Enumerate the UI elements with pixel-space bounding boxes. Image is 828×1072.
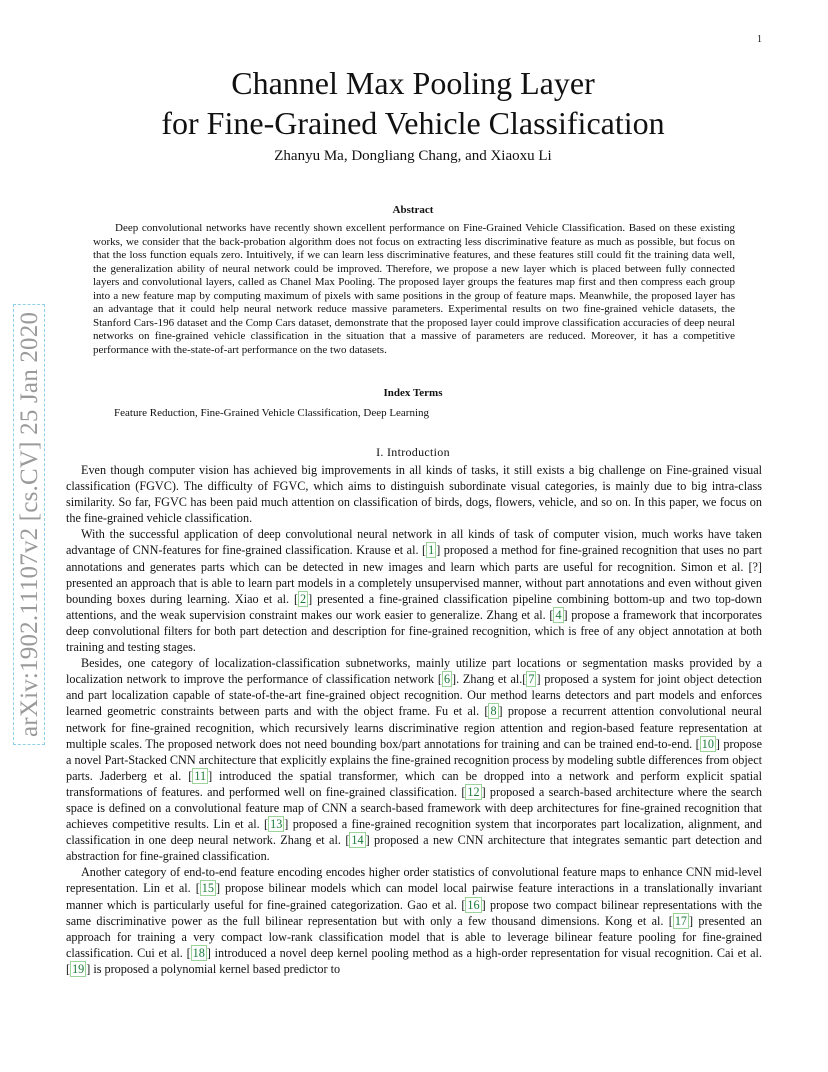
citation-link[interactable]: 11 [194,768,207,783]
citation-link[interactable]: 15 [201,881,214,896]
body-paragraph [66,864,762,977]
body-text-run: With the successful application of deep convolutional neural network in all kinds of task of computer vision, much works have taken advantage of CNN-features for fine-grained classification. Krause et al. [ [66,527,762,558]
body-text-run: ] propose two compact bilinear representations with the same discriminative power as the full bilinear representation but with only a few thousand dimensions. Kong et al. [ [66,897,762,928]
body-text-run: ] introduced a novel deep kernel pooling method as a high-order representation for visual recognition. Cai et al. [ [66,945,762,976]
body-text-run: ]. Zhang et al.[ [452,672,527,687]
body-text-run: ] propose a recurrent attention convolutional neural network for fine-grained recognition, which recursively learns discriminative region attention and region-based feature representation at multiple scales. The proposed network does not need bounding box/part annotations for training and can be trained end-to-end. [ [66,704,762,751]
body-text-run: ] proposed a fine-grained recognition system that incorporates part localization, alignment, and classification in one deep neural network. Zhang et al. [ [66,817,762,848]
citation-link[interactable]: 4 [555,607,562,622]
body-text-run: ] proposed a system for joint object detection and part localization capable of state-of-the-art fine-grained object recognition. Our method learns detectors and part models and enforces learned geometric constraints between parts and with the object frame. Fu et al. [ [66,672,763,719]
arxiv-identifier[interactable]: arXiv:1902.11107v2 [cs.CV] 25 Jan 2020 [13,304,45,745]
body-text-run: ] presented a fine-grained classification pipeline combining bottom-up and two top-down attentions, and the weak supervision constraint makes our work easier to generalize. Zhang et al. [ [66,591,762,622]
citation-link[interactable]: 12 [467,784,480,799]
citation-link[interactable]: 16 [467,897,480,912]
body-paragraph [66,655,762,864]
body-text-run: Another category of end-to-end feature encoding encodes higher order statistics of convolutional feature maps to enhance CNN mid-level representation. Lin et al. [ [66,865,762,896]
citation-link[interactable]: 17 [674,913,688,928]
arxiv-side-stamp [16,304,44,745]
paper-title [66,63,760,143]
body-paragraph [66,462,762,526]
citation-link[interactable]: 19 [72,961,85,976]
page-number: 1 [757,34,762,45]
body-text-run: ] propose a framework that incorporates deep convolutional filters for both part detection and description for fine-grained recognition, which is free of any object annotation at both training and testing stages. [66,607,762,655]
index-terms-heading: Index Terms [383,387,443,399]
title-line-1: Channel Max Pooling Layer [231,65,595,101]
citation-link[interactable]: 2 [300,591,307,606]
body-text-run: Even though computer vision has achieved big improvements in all kinds of tasks, it still exists a big challenge on Fine-grained visual classification (FGVC). The difficulty of FGVC, which aims to distinguish subordinate visual categories, is mainly due to big intra-class similarity. So far, FGVC has been paid much attention on classification of birds, dogs, flowers, vehicle, and so on. In this paper, we focus on the fine-grained vehicle classification. [66,463,762,526]
body-text-run: ] is proposed a polynomial kernel based predictor to [86,961,341,976]
body-text-run: ] propose bilinear models which can model local pairwise feature interactions in a translationally invariant manner which is particularly useful for fine-grained categorization. Gao et al. [ [66,881,762,912]
section-heading-introduction: I. Introduction [376,445,450,459]
citation-link[interactable]: 10 [701,736,714,751]
body-text-run: Besides, one category of localization-classification subnetworks, mainly utilize part locations or segmentation masks provided by a localization network to improve the performance of classification network [ [66,656,762,687]
citation-link[interactable]: 14 [351,833,364,848]
body-text-run: ] proposed a method for fine-grained recognition that uses no part annotations and generates parts which can be detected in new images and learn which parts are useful for recognition. Simon et al. [?] presented an approach that is able to learn part models in a completely unsupervised manner, without part annotations and even without given bounding boxes during learning. Xiao et al. [ [66,543,762,606]
body-text-run: ] propose a novel Part-Stacked CNN architecture that explicitly explains the fine-grained recognition process by modeling subtle differences from object parts. Jaderberg et al. [ [66,736,762,783]
title-line-2: for Fine-Grained Vehicle Classification [161,105,665,141]
citation-link[interactable]: 8 [490,704,497,719]
body-text-run: ] introduced the spatial transformer, which can be dropped into a network and perform explicit spatial transformations of features. and performed well on fine-grained classification. [ [66,768,762,799]
citation-link[interactable]: 18 [192,945,205,960]
citation-link[interactable]: 7 [528,672,535,687]
abstract-heading: Abstract [392,204,434,216]
body-text-run: ] proposed a search-based architecture where the search space is defined on a convolutional feature map of CNN a search-based framework with deep architectures for fine-grained recognition that achieves competitive results. Lin et al. [ [66,784,763,832]
citation-link[interactable]: 1 [428,543,435,558]
introduction-body [66,462,762,977]
abstract-text: Deep convolutional networks have recently shown excellent performance on Fine-Grained Vehicle Classification. Based on these existing works, we consider that the back-probation algorithm does not focus on extracting less discriminative feature as much as possible, but focus on that the loss function equals zero. Intuitively, if we can learn less discriminative features, and these features still could fit the training data well, the generalization ability of neural network could be improved. Therefore, we propose a new layer which is placed between fully connected layers and convolutional layers, called as Chanel Max Pooling. The proposed layer groups the features map first and then compress each group into a new feature map by computing maximum of pixels with same positions in the group of feature maps. Meanwhile, the proposed layer has an advantage that it could help neural network reduce massive parameters. Experimental results on two fine-grained vehicle datasets, the Stanford Cars-196 dataset and the Comp Cars dataset, demonstrate that the proposed layer could improve classification accuracies of deep neural networks on fine-grained vehicle classification in the situation that a massive of parameters are reduced. Moreover, it has a competitive performance with the-state-of-art performance on the two datasets. [93,222,735,356]
author-list: Zhanyu Ma, Dongliang Chang, and Xiaoxu Li [274,148,552,164]
body-paragraph [66,526,762,655]
index-terms-text: Feature Reduction, Fine-Grained Vehicle Classification, Deep Learning [114,407,430,419]
body-text-run: ] presented an approach for training a very compact low-rank classification model that is able to leverage bilinear feature pooling for fine-grained classification. Cui et al. [ [66,913,762,960]
citation-link[interactable]: 13 [270,817,283,832]
citation-link[interactable]: 6 [443,672,451,687]
body-text-run: ] proposed a new CNN architecture that integrates semantic part detection and abstraction for fine-grained classification. [66,833,763,864]
